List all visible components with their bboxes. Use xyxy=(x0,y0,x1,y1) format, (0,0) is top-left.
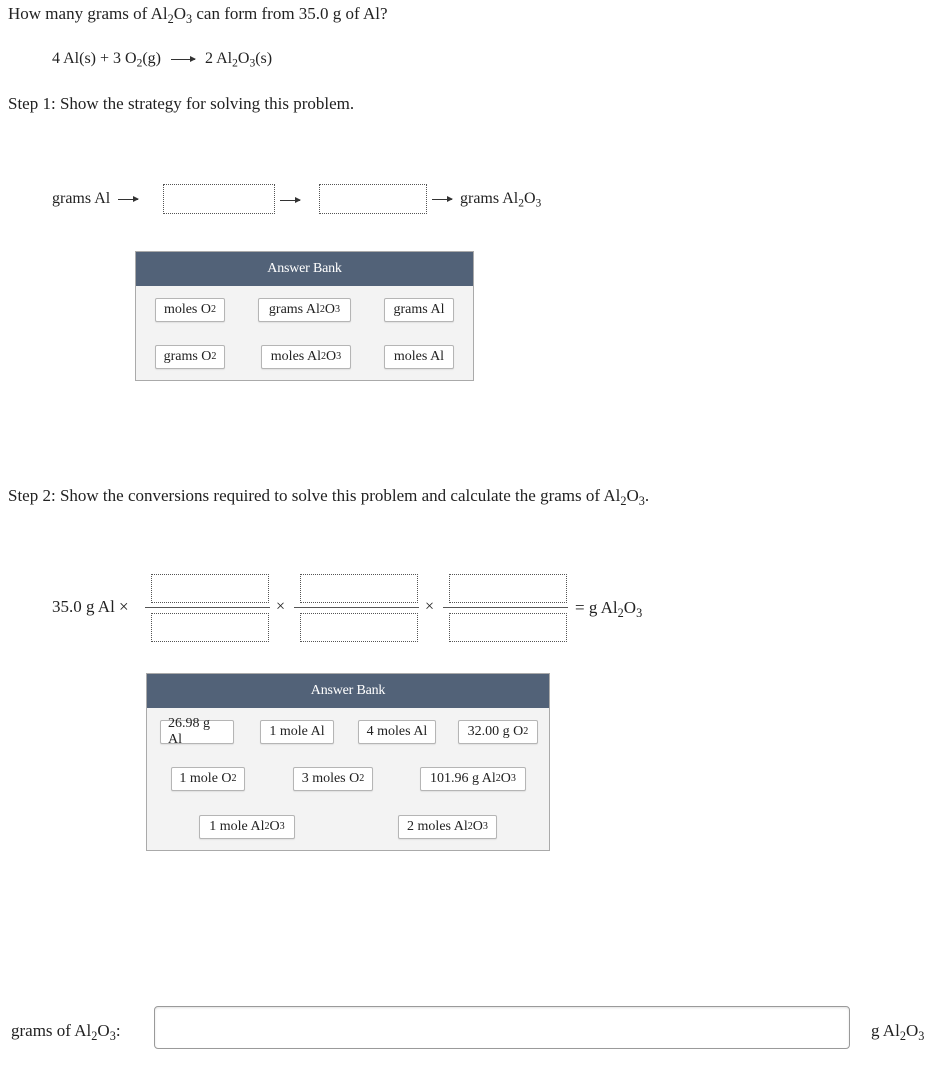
chip-4-moles-al[interactable]: 4 moles Al xyxy=(358,720,436,744)
numerator-dropzone-1[interactable] xyxy=(151,574,269,603)
numerator-dropzone-2[interactable] xyxy=(300,574,418,603)
fraction-line xyxy=(294,607,419,608)
final-unit-label: g $Al_2O_3$ xyxy=(871,1021,925,1043)
chip-moles-al2o3[interactable]: moles Al 2 O 3 xyxy=(261,345,351,369)
step2-label: Step 2: Show the conversions required to solve this problem and calculate the grams of $Al_2O_3$. xyxy=(8,486,650,508)
chip-32-00-g-o2[interactable]: 32.00 g O 2 xyxy=(458,720,538,744)
chip-3-moles-o2[interactable]: 3 moles O 2 xyxy=(293,767,373,791)
conversion-result-label: = g $Al_2O_3$ xyxy=(575,598,643,620)
strategy-end-label: grams $Al_2O_3$ xyxy=(432,190,541,208)
denominator-dropzone-1[interactable] xyxy=(151,613,269,642)
denominator-dropzone-2[interactable] xyxy=(300,613,418,642)
numerator-dropzone-3[interactable] xyxy=(449,574,567,603)
times-sign: × xyxy=(276,598,286,615)
chip-moles-al[interactable]: moles Al xyxy=(384,345,454,369)
chip-1-mole-al[interactable]: 1 mole Al xyxy=(260,720,334,744)
chemical-equation: 4 Al(s) + 3 $O_2(g)$ 2 $Al_2O_3(s)$ xyxy=(52,50,273,70)
grams-answer-input[interactable] xyxy=(154,1006,850,1049)
final-answer-label: grams of $Al_2O_3$: xyxy=(11,1021,121,1043)
denominator-dropzone-3[interactable] xyxy=(449,613,567,642)
arrow-right-icon xyxy=(280,190,306,210)
strategy-dropzone-2[interactable] xyxy=(319,184,427,214)
chip-1-mole-al2o3[interactable]: 1 mole Al 2 O 3 xyxy=(199,815,295,839)
chip-101-96-g-al2o3[interactable]: 101.96 g Al 2 O 3 xyxy=(420,767,526,791)
answer-bank-step1 xyxy=(135,251,474,381)
chip-2-moles-al2o3[interactable]: 2 moles Al 2 O 3 xyxy=(398,815,497,839)
arrow-right-icon xyxy=(118,199,138,200)
strategy-dropzone-1[interactable] xyxy=(163,184,275,214)
strategy-start-label: grams Al xyxy=(52,190,138,208)
times-sign: × xyxy=(425,598,435,615)
answer-bank-title: Answer Bank xyxy=(147,674,549,708)
answer-bank-step2 xyxy=(146,673,550,851)
arrow-right-icon xyxy=(432,199,452,200)
chip-grams-o2[interactable]: grams O 2 xyxy=(155,345,225,369)
question-text: How many grams of $Al_2O_3$ can form from 35.0 g of Al? xyxy=(8,4,388,26)
chip-grams-al[interactable]: grams Al xyxy=(384,298,454,322)
reaction-arrow-icon xyxy=(171,59,195,60)
conversion-start-label: 35.0 g Al × xyxy=(52,597,129,616)
answer-bank-title: Answer Bank xyxy=(136,252,473,286)
chip-grams-al2o3[interactable]: grams Al 2 O 3 xyxy=(258,298,351,322)
fraction-line xyxy=(145,607,270,608)
fraction-line xyxy=(443,607,568,608)
chip-26-98-g-al[interactable]: 26.98 g Al xyxy=(160,720,234,744)
chip-moles-o2[interactable]: moles O 2 xyxy=(155,298,225,322)
step1-label: Step 1: Show the strategy for solving this problem. xyxy=(8,94,355,113)
chip-1-mole-o2[interactable]: 1 mole O 2 xyxy=(171,767,245,791)
